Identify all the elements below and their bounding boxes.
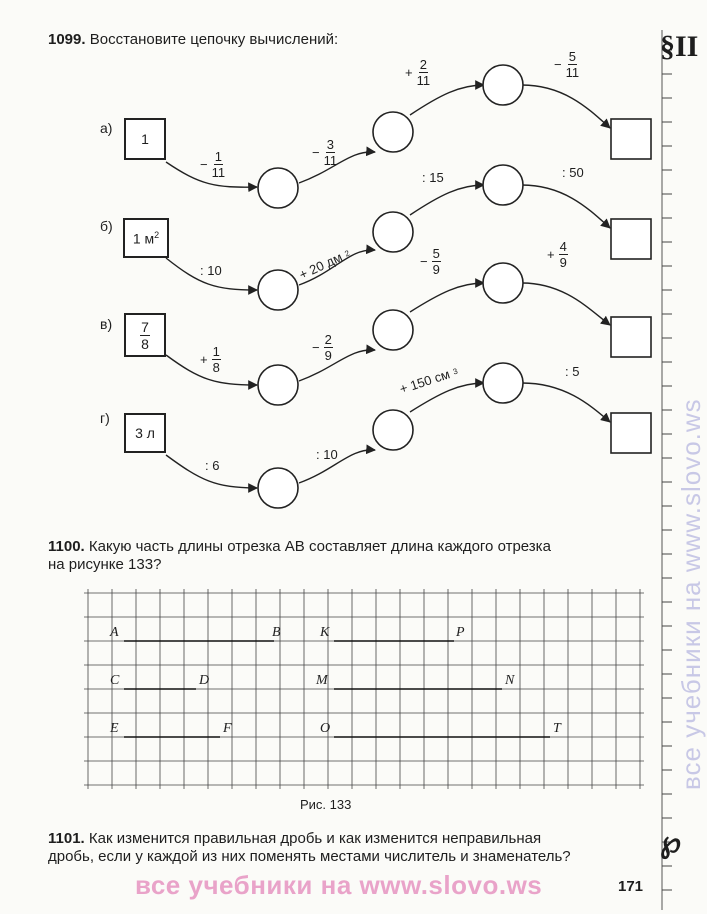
op-d4: : 5 — [565, 364, 580, 379]
op-b2: + 20 дм 2 — [296, 248, 352, 283]
op-c4: + $\frac{4}{9}$ — [547, 239, 567, 270]
op-b1: : 10 — [200, 263, 222, 278]
point-B: B — [272, 625, 281, 640]
point-C: C — [110, 673, 120, 688]
point-D: D — [199, 673, 210, 688]
point-F: F — [223, 721, 232, 736]
op-a3: + $\frac{2}{11}$ — [405, 57, 431, 88]
side-section-mark-top: §ΙΙ — [660, 30, 699, 63]
point-M: M — [316, 673, 328, 688]
problem-number: 1100. — [48, 538, 85, 555]
page-number: 171 — [618, 878, 644, 895]
start-value-a: 1 — [141, 131, 149, 147]
footer-watermark: все учебники на www.slovo.ws — [135, 870, 543, 900]
problem-1101-line2: дробь, если у каждой из них поменять местами числитель и знаменатель? — [48, 848, 571, 865]
op-d2: : 10 — [316, 447, 338, 462]
point-O: O — [320, 721, 331, 736]
point-T: T — [553, 721, 561, 736]
op-c2: − $\frac{2}{9}$ — [312, 332, 332, 363]
problem-1100-line2: на рисунке 133? — [48, 556, 162, 573]
start-value-b: 1 $м^2$ — [132, 229, 160, 247]
problem-number: 1099. — [48, 31, 86, 48]
op-b4: : 50 — [562, 165, 584, 180]
op-c1: + $\frac{1}{8}$ — [200, 344, 220, 375]
op-a1: − $\frac{1}{11}$ — [200, 149, 226, 180]
op-a4: − $\frac{5}{11}$ — [554, 49, 580, 80]
problem-text: Как изменится правильная дробь и как изменится неправильная — [88, 830, 542, 847]
op-a2: − $\frac{3}{11}$ — [312, 137, 338, 168]
problem-number: 1101. — [48, 830, 85, 847]
row-label-b: б) — [100, 218, 113, 234]
op-b3: : 15 — [422, 170, 444, 185]
start-value-d: 3 л — [135, 425, 155, 441]
point-E: E — [110, 721, 119, 736]
point-N: N — [505, 673, 515, 688]
row-label-c: в) — [100, 316, 113, 332]
row-label-d: г) — [100, 410, 110, 426]
problem-text: Восстановите цепочку вычислений: — [89, 31, 339, 48]
figure-caption: Рис. 133 — [300, 797, 352, 812]
op-d1: : 6 — [205, 458, 220, 473]
point-P: P — [456, 625, 465, 640]
op-c3: − $\frac{5}{9}$ — [420, 246, 440, 277]
point-A: A — [110, 625, 119, 640]
side-section-mark-bottom: ℘ — [660, 826, 681, 859]
problem-text: Какую часть длины отрезка AB составляет длина каждого отрезка — [88, 538, 551, 555]
point-K: K — [320, 625, 330, 640]
op-d3: + 150 см 3 — [397, 366, 459, 397]
side-watermark: все учебники на www.slovo.ws — [676, 398, 706, 790]
start-value-c: $\frac{7}{8}$ — [141, 318, 149, 352]
row-label-a: а) — [100, 120, 113, 136]
